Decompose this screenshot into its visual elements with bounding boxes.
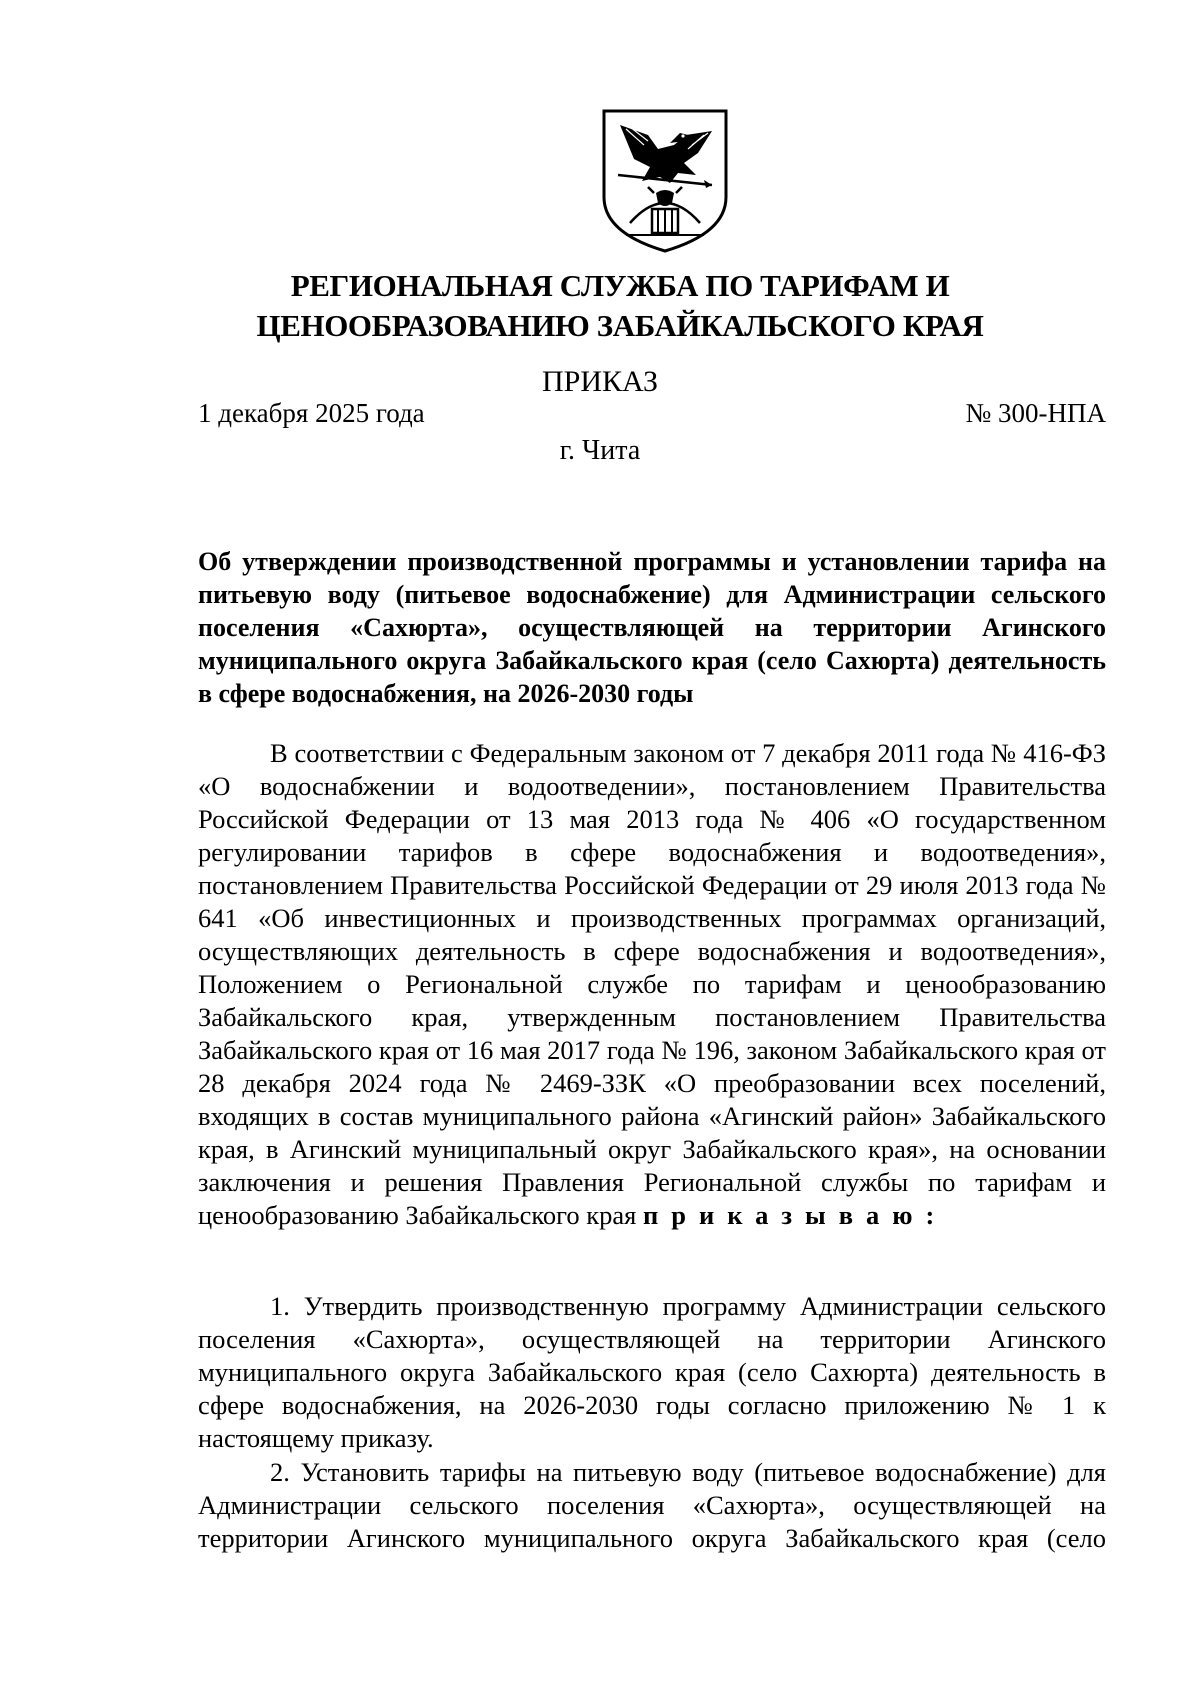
document-date: 1 декабря 2025 года — [198, 398, 425, 428]
document-type: ПРИКАЗ — [542, 365, 658, 398]
document-number: № 300-НПА — [965, 398, 1106, 428]
order-word: приказываю: — [642, 1200, 948, 1230]
order-item-2: 2. Установить тарифы на питьевую воду (питьевое водоснабжение) для Администрации сельского поселения «Сахюрта», осуществляющей на территории Агинского муниципального округа Забайкальского края (село — [198, 1457, 1106, 1553]
agency-heading-line-1: РЕГИОНАЛЬНАЯ СЛУЖБА ПО ТАРИФАМ И — [290, 268, 950, 303]
agency-heading-line-2: ЦЕНООБРАЗОВАНИЮ ЗАБАЙКАЛЬСКОГО КРАЯ — [256, 308, 984, 343]
document-title: Об утверждении производственной программы и установлении тарифа на питьевую воду (питьевое водоснабжение) для Администрации сельского поселения «Сахюрта», осуществляющей на территории Агинского муниципального округа Забайкальского края (село Сахюрта) деятельность в сфере водоснабжения, на 2026-2030 годы — [198, 547, 1106, 708]
preamble-paragraph — [198, 737, 1106, 1232]
agency-heading — [220, 266, 1020, 346]
document-city: г. Чита — [559, 435, 641, 466]
order-item-1: 1. Утвердить производственную программу Администрации сельского поселения «Сахюрта», осуществляющей на территории Агинского муниципального округа Забайкальского края (село Сахюрта) деятельность в сфере водоснабжения, на 2026-2030 годы согласно приложению № 1 к настоящему приказу. — [198, 1291, 1106, 1453]
preamble-text: В соответствии с Федеральным законом от 7 декабря 2011 года № 416-ФЗ «О водоснабжении и водоотведении», постановлением Правительства Российской Федерации от 13 мая 2013 года № 406 «О государственном регулировании тарифов в сфере водоснабжения и водоотведения», постановлением Правительства Российской Федерации от 29 июля 2013 года № 641 «Об инвестиционных и производственных программах организаций, осуществляющих деятельность в сфере водоснабжения и водоотведения», Положением о Региональной службе по тарифам и ценообразованию Забайкальского края, утвержденным постановлением Правительства Забайкальского края от 16 мая 2017 года № 196, законом Забайкальского края от 28 декабря 2024 года № 2469-ЗЗК «О преобразовании всех поселений, входящих в состав муниципального района «Агинский район» Забайкальского края, в Агинский муниципальный округ Забайкальского края», на основании заключения и решения Правления Региональной службы по тарифам и ценообразованию Забайкальского края — [198, 738, 1106, 1230]
coat-of-arms-icon — [600, 105, 730, 255]
